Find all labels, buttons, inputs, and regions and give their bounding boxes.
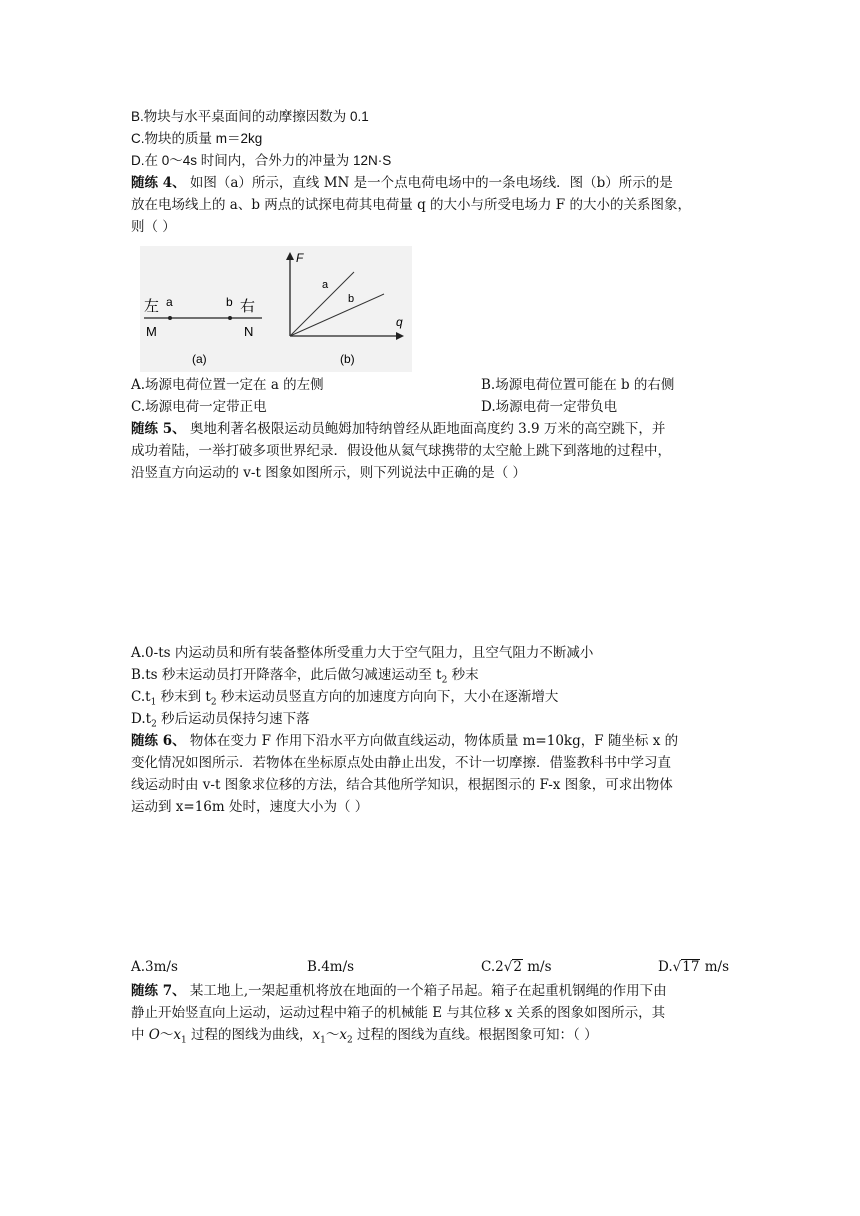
q4-line3: 则（ ） bbox=[131, 219, 176, 235]
q5-line1 bbox=[131, 418, 665, 440]
q6-option-b: B.4m/s bbox=[307, 959, 355, 975]
option-b-friction: B.物块与水平桌面间的动摩擦因数为 0.1 bbox=[131, 109, 369, 124]
q5-option-c-sub2: 2 bbox=[210, 697, 217, 708]
q7-line3-x1: 1 bbox=[181, 1035, 187, 1046]
q6-option-a: A.3m/s bbox=[131, 959, 178, 975]
q7-line3-xb: x bbox=[312, 1027, 321, 1043]
q5-line2: 成功着陆，一举打破多项世界纪录．假设他从氦气球携带的太空舱上跳下到落地的过程中， bbox=[131, 443, 671, 459]
q6-line3: 线运动时由 v-t 图象求位移的方法，结合其他所学知识，根据图示的 F-x 图象，可求出物体 bbox=[131, 777, 673, 793]
fig-a-caption: (a) bbox=[192, 352, 207, 366]
fig-b-a-label: a bbox=[322, 279, 329, 291]
q7-line3 bbox=[131, 1024, 598, 1046]
q7-line2: 静止开始竖直向上运动，运动过程中箱子的机械能 E 与其位移 x 关系的图象如图所示，其 bbox=[131, 1005, 666, 1021]
q4-option-d: D.场源电荷一定带负电 bbox=[481, 399, 618, 415]
q6-label: 随练 6、 bbox=[131, 733, 186, 749]
q6-option-c-pre: C.2 bbox=[481, 959, 504, 975]
q5-line3: 沿竖直方向运动的 v-t 图象如图所示，则下列说法中正确的是（ ） bbox=[131, 465, 526, 481]
q5-option-c-sub1: 1 bbox=[150, 697, 157, 708]
q7-line3-x: x bbox=[173, 1027, 181, 1043]
q5-text1: 奥地利著名极限运动员鲍姆加特纳曾经从距地面高度约 3.9 万米的高空跳下，并 bbox=[185, 421, 666, 437]
q5-option-c-post: 秒末运动员竖直方向的加速度方向向下，大小在逐渐增大 bbox=[216, 689, 559, 705]
q4-option-b: B.场源电荷位置可能在 b 的右侧 bbox=[481, 377, 675, 393]
fig-a-N-label: N bbox=[244, 324, 254, 339]
q6-option-d bbox=[658, 956, 729, 978]
q7-line1 bbox=[131, 980, 667, 1002]
q6-option-d-sqrt-icon: √ bbox=[672, 959, 682, 975]
q4-figure bbox=[140, 246, 412, 372]
q5-option-c-mid: 秒末到 t bbox=[156, 689, 211, 705]
q6-text1: 物体在变力 F 作用下沿水平方向做直线运动，物体质量 m=10kg，F 随坐标 x 的 bbox=[185, 733, 679, 749]
q7-line3-x1b: 1 bbox=[320, 1035, 326, 1046]
q7-label: 随练 7、 bbox=[131, 983, 186, 999]
q6-option-d-unit: m/s bbox=[700, 959, 730, 975]
q5-option-d-post: 秒后运动员保持匀速下落 bbox=[156, 711, 310, 727]
q7-line3-pre: 中 bbox=[131, 1027, 149, 1043]
q6-line4: 运动到 x=16m 处时，速度大小为（ ） bbox=[131, 799, 369, 815]
q7-text1: 某工地上,一架起重机将放在地面的一个箱子吊起。箱子在起重机钢绳的作用下由 bbox=[185, 983, 667, 999]
fig-a-right-label: 右 bbox=[240, 298, 256, 315]
fig-a-point-a-label: a bbox=[166, 295, 173, 309]
q5-label: 随练 5、 bbox=[131, 421, 186, 437]
q4-line1 bbox=[131, 172, 673, 194]
fig-a-left-label: 左 bbox=[144, 298, 160, 315]
q5-option-b-pre: B.ts 秒末运动员打开降落伞，此后做匀减速运动至 t bbox=[131, 667, 442, 683]
q6-option-c-unit: m/s bbox=[522, 959, 552, 975]
q4-option-c: C.场源电荷一定带正电 bbox=[131, 399, 267, 415]
q6-option-d-pre: D. bbox=[658, 959, 673, 975]
q6-option-c-radicand: 2 bbox=[513, 959, 522, 975]
q5-option-b-sub: 2 bbox=[441, 675, 448, 686]
q7-line3-x2: 2 bbox=[347, 1035, 353, 1046]
q6-line2: 变化情况如图所示．若物体在坐标原点处由静止出发，不计一切摩擦．借鉴教科书中学习直 bbox=[131, 755, 671, 771]
q7-line3-t2: 过程的图线为曲线， bbox=[186, 1027, 313, 1043]
option-d-impulse: D.在 0～4s 时间内，合外力的冲量为 12N·S bbox=[131, 153, 392, 168]
q7-line3-o: O bbox=[148, 1027, 160, 1043]
q4-line2: 放在电场线上的 a、b 两点的试探电荷其电荷量 q 的大小与所受电场力 F 的大小的关系图象， bbox=[131, 197, 691, 213]
q5-option-d bbox=[131, 708, 310, 730]
fig-a-M-label: M bbox=[146, 324, 157, 339]
q7-line3-t1: ～ bbox=[159, 1027, 174, 1043]
fig-b-q-label: q bbox=[396, 315, 403, 329]
fig-a-point-b-label: b bbox=[226, 295, 233, 309]
q7-line3-post: 过程的图线为直线。根据图象可知：（ ） bbox=[352, 1027, 598, 1043]
q4-option-a: A.场源电荷位置一定在 a 的左侧 bbox=[131, 377, 324, 393]
q6-option-c-sqrt-icon: √ bbox=[503, 959, 513, 975]
fig-a-point-a bbox=[168, 316, 172, 320]
q4-label: 随练 4、 bbox=[131, 175, 186, 191]
q4-text1: 如图（a）所示，直线 MN 是一个点电荷电场中的一条电场线．图（b）所示的是 bbox=[185, 175, 673, 191]
fig-b-b-label: b bbox=[348, 293, 355, 305]
option-c-mass: C.物块的质量 m＝2kg bbox=[131, 131, 263, 146]
q6-option-d-radicand: 17 bbox=[682, 959, 700, 975]
q6-option-c bbox=[481, 956, 552, 978]
q5-option-b-post: 秒末 bbox=[447, 667, 479, 683]
q5-option-c-pre: C.t bbox=[131, 689, 151, 705]
q5-option-b bbox=[131, 664, 479, 686]
q6-line1 bbox=[131, 730, 678, 752]
q5-option-a: A.0-ts 内运动员和所有装备整体所受重力大于空气阻力，且空气阻力不断减小 bbox=[131, 645, 594, 661]
q5-option-d-sub: 2 bbox=[151, 719, 157, 730]
q5-option-d-pre: D.t bbox=[131, 711, 152, 727]
q7-line3-t3: ～ bbox=[325, 1027, 340, 1043]
fig-b-F-label: F bbox=[296, 251, 304, 265]
fig-b-caption: (b) bbox=[340, 352, 355, 366]
fig-a-point-b bbox=[228, 316, 232, 320]
q5-option-c bbox=[131, 686, 558, 708]
q7-line3-xc: x bbox=[339, 1027, 348, 1043]
